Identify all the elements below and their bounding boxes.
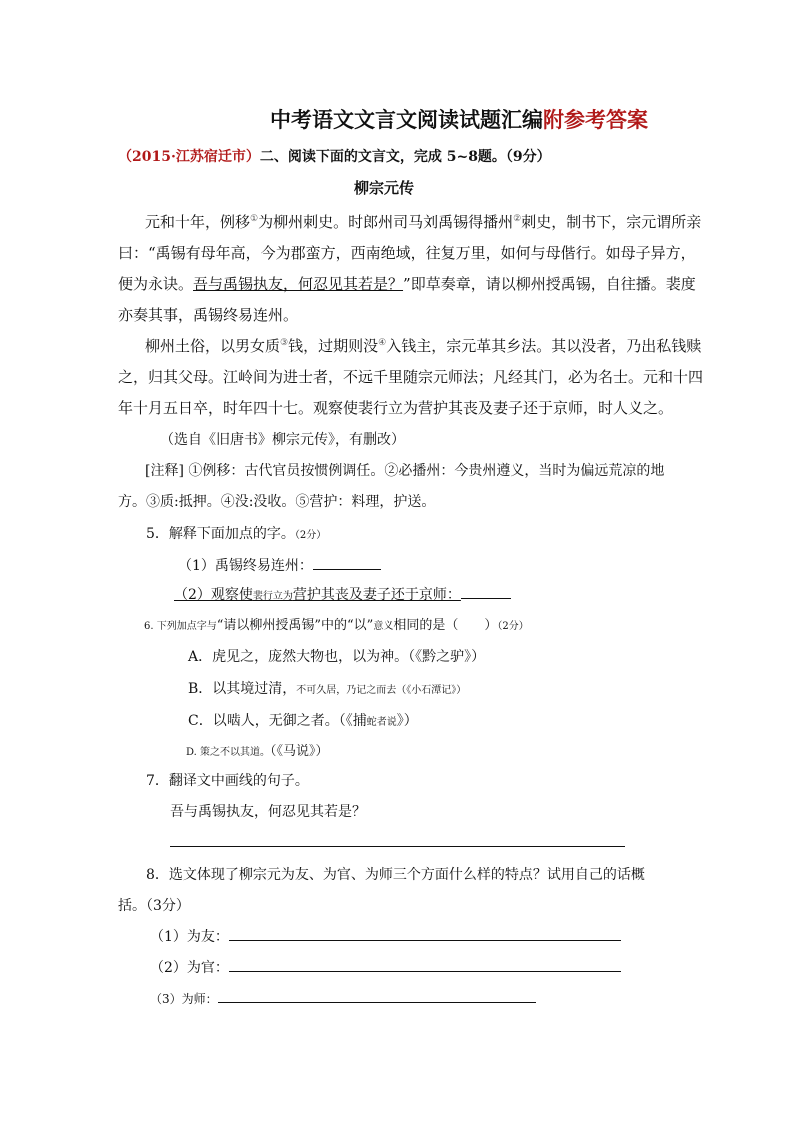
question-6-option-d	[186, 740, 329, 759]
passage-line-2: 曰：“禹锡有母年高，今为郡蛮方，西南绝域，往复万里，如何与母偕行。如母子异方，	[118, 244, 696, 262]
question-8: 8．选文体现了柳宗元为友、为官、为师三个方面什么样的特点？试用自己的话概	[146, 867, 645, 883]
text-segment: 刺史，制书下，宗元谓所亲	[521, 213, 702, 231]
passage-citation: （选自《旧唐书》柳宗元传》，有删改）	[160, 432, 405, 448]
question-5	[146, 523, 326, 543]
question-stem: 6. 下列加点字与	[144, 621, 217, 632]
question-8-row-teacher	[150, 988, 536, 1007]
footnote-marker: ③	[280, 338, 289, 348]
passage-title: 柳宗元传	[354, 179, 415, 197]
text-segment: ”即草奏章，请以柳州授禹锡，自往播。裴度	[403, 275, 696, 293]
answer-blank[interactable]	[461, 584, 511, 599]
question-5-item-2	[174, 584, 511, 604]
question-8-continued: 括。（3分）	[118, 898, 190, 914]
question-8-row-official	[150, 957, 621, 977]
document-title	[270, 104, 648, 134]
question-stem: 5．解释下面加点的字。	[146, 526, 295, 542]
question-stem: 相同的是（ ）	[393, 618, 498, 633]
question-stem: “请以柳州授禹锡”中的“以”	[216, 618, 374, 633]
title-main: 中考语文文言文阅读试题汇编	[270, 107, 543, 132]
notes-line-1: [注释] ①例移：古代官员按惯例调任。②必播州：今贵州遵义，当时为偏远荒凉的地	[145, 463, 665, 479]
notes-line-2: 方。③质:抵押。④没:没收。⑤营护：料理，护送。	[118, 494, 436, 510]
option-text: 》）	[396, 713, 418, 729]
option-text-small: 蛇者说	[366, 717, 397, 728]
question-8-row-friend	[150, 926, 621, 946]
option-text-small: 不可久居，乃记之而去（《小石潭记》）	[296, 685, 467, 696]
footnote-marker: ①	[250, 214, 259, 224]
item-text-small: 裴行立为	[252, 591, 293, 602]
passage-line-3	[118, 273, 696, 294]
question-6-option-a: A．虎见之，庞然大物也，以为神。（《黔之驴》）	[188, 649, 486, 665]
option-text: （《马说》）	[270, 744, 329, 759]
row-label: （3）为师：	[150, 992, 218, 1006]
question-6-option-b	[188, 678, 466, 698]
question-score: （2分）	[294, 530, 327, 541]
question-6-option-c	[188, 710, 418, 730]
question-7: 7．翻译文中画线的句子。	[146, 773, 309, 789]
option-text: B．以其境过清，	[188, 681, 297, 697]
option-text-small: D. 策之不以其道。	[186, 747, 271, 758]
answer-line[interactable]	[170, 846, 625, 847]
question-6	[144, 614, 529, 633]
text-segment: 为柳州刺史。时郎州司马刘禹锡得播州	[258, 213, 514, 231]
row-label: （1）为友：	[150, 929, 229, 945]
passage-line-4: 亦奏其事，禹锡终易连州。	[118, 306, 299, 324]
question-7-sentence: 吾与禹锡执友，何忍见其若是？	[170, 804, 366, 820]
source-tag: （2015·江苏宿迁市）	[118, 149, 260, 165]
passage-line-5	[145, 335, 701, 356]
source-text: 二、阅读下面的文言文，完成 5~8题。（9分）	[259, 149, 551, 165]
question-5-item-1	[178, 555, 381, 575]
answer-blank[interactable]	[229, 926, 621, 941]
passage-line-6: 之，归其父母。江岭间为进士者，不远千里随宗元师法；凡经其门，必为名士。元和十四	[118, 368, 704, 386]
passage-line-7: 年十月五日卒，时年四十七。观察使裴行立为营护其丧及妻子还于京师，时人义之。	[118, 399, 674, 417]
underlined-sentence: 吾与禹锡执友，何忍见其若是？	[193, 275, 404, 293]
answer-blank[interactable]	[313, 555, 381, 570]
item-text: （1）禹锡终易连州：	[178, 558, 313, 574]
question-stem-small: 意义	[373, 621, 394, 632]
row-label: （2）为官：	[150, 960, 229, 976]
answer-blank[interactable]	[218, 988, 536, 1003]
question-source	[118, 146, 551, 166]
text-segment: 入钱主，宗元革其乡法。其以没者，乃出私钱赎	[386, 337, 702, 355]
footnote-marker: ②	[513, 214, 522, 224]
title-answer-note: 附参考答案	[543, 107, 648, 132]
answer-blank[interactable]	[229, 957, 621, 972]
passage-line-1	[145, 211, 701, 232]
item-text-part: （2）观察使	[174, 587, 253, 603]
option-text: C．以啮人，无御之者。（《捕	[188, 713, 367, 729]
item-text	[174, 587, 461, 603]
item-text-part: 营护其丧及妻子还于京师：	[292, 587, 461, 603]
text-segment: 便为永诀。	[118, 275, 194, 293]
text-segment: 柳州土俗，以男女质	[145, 337, 281, 355]
text-segment: 元和十年，例移	[145, 213, 251, 231]
footnote-marker: ④	[378, 338, 387, 348]
question-score: （2分）	[497, 621, 529, 632]
text-segment: 钱，过期则没	[288, 337, 379, 355]
